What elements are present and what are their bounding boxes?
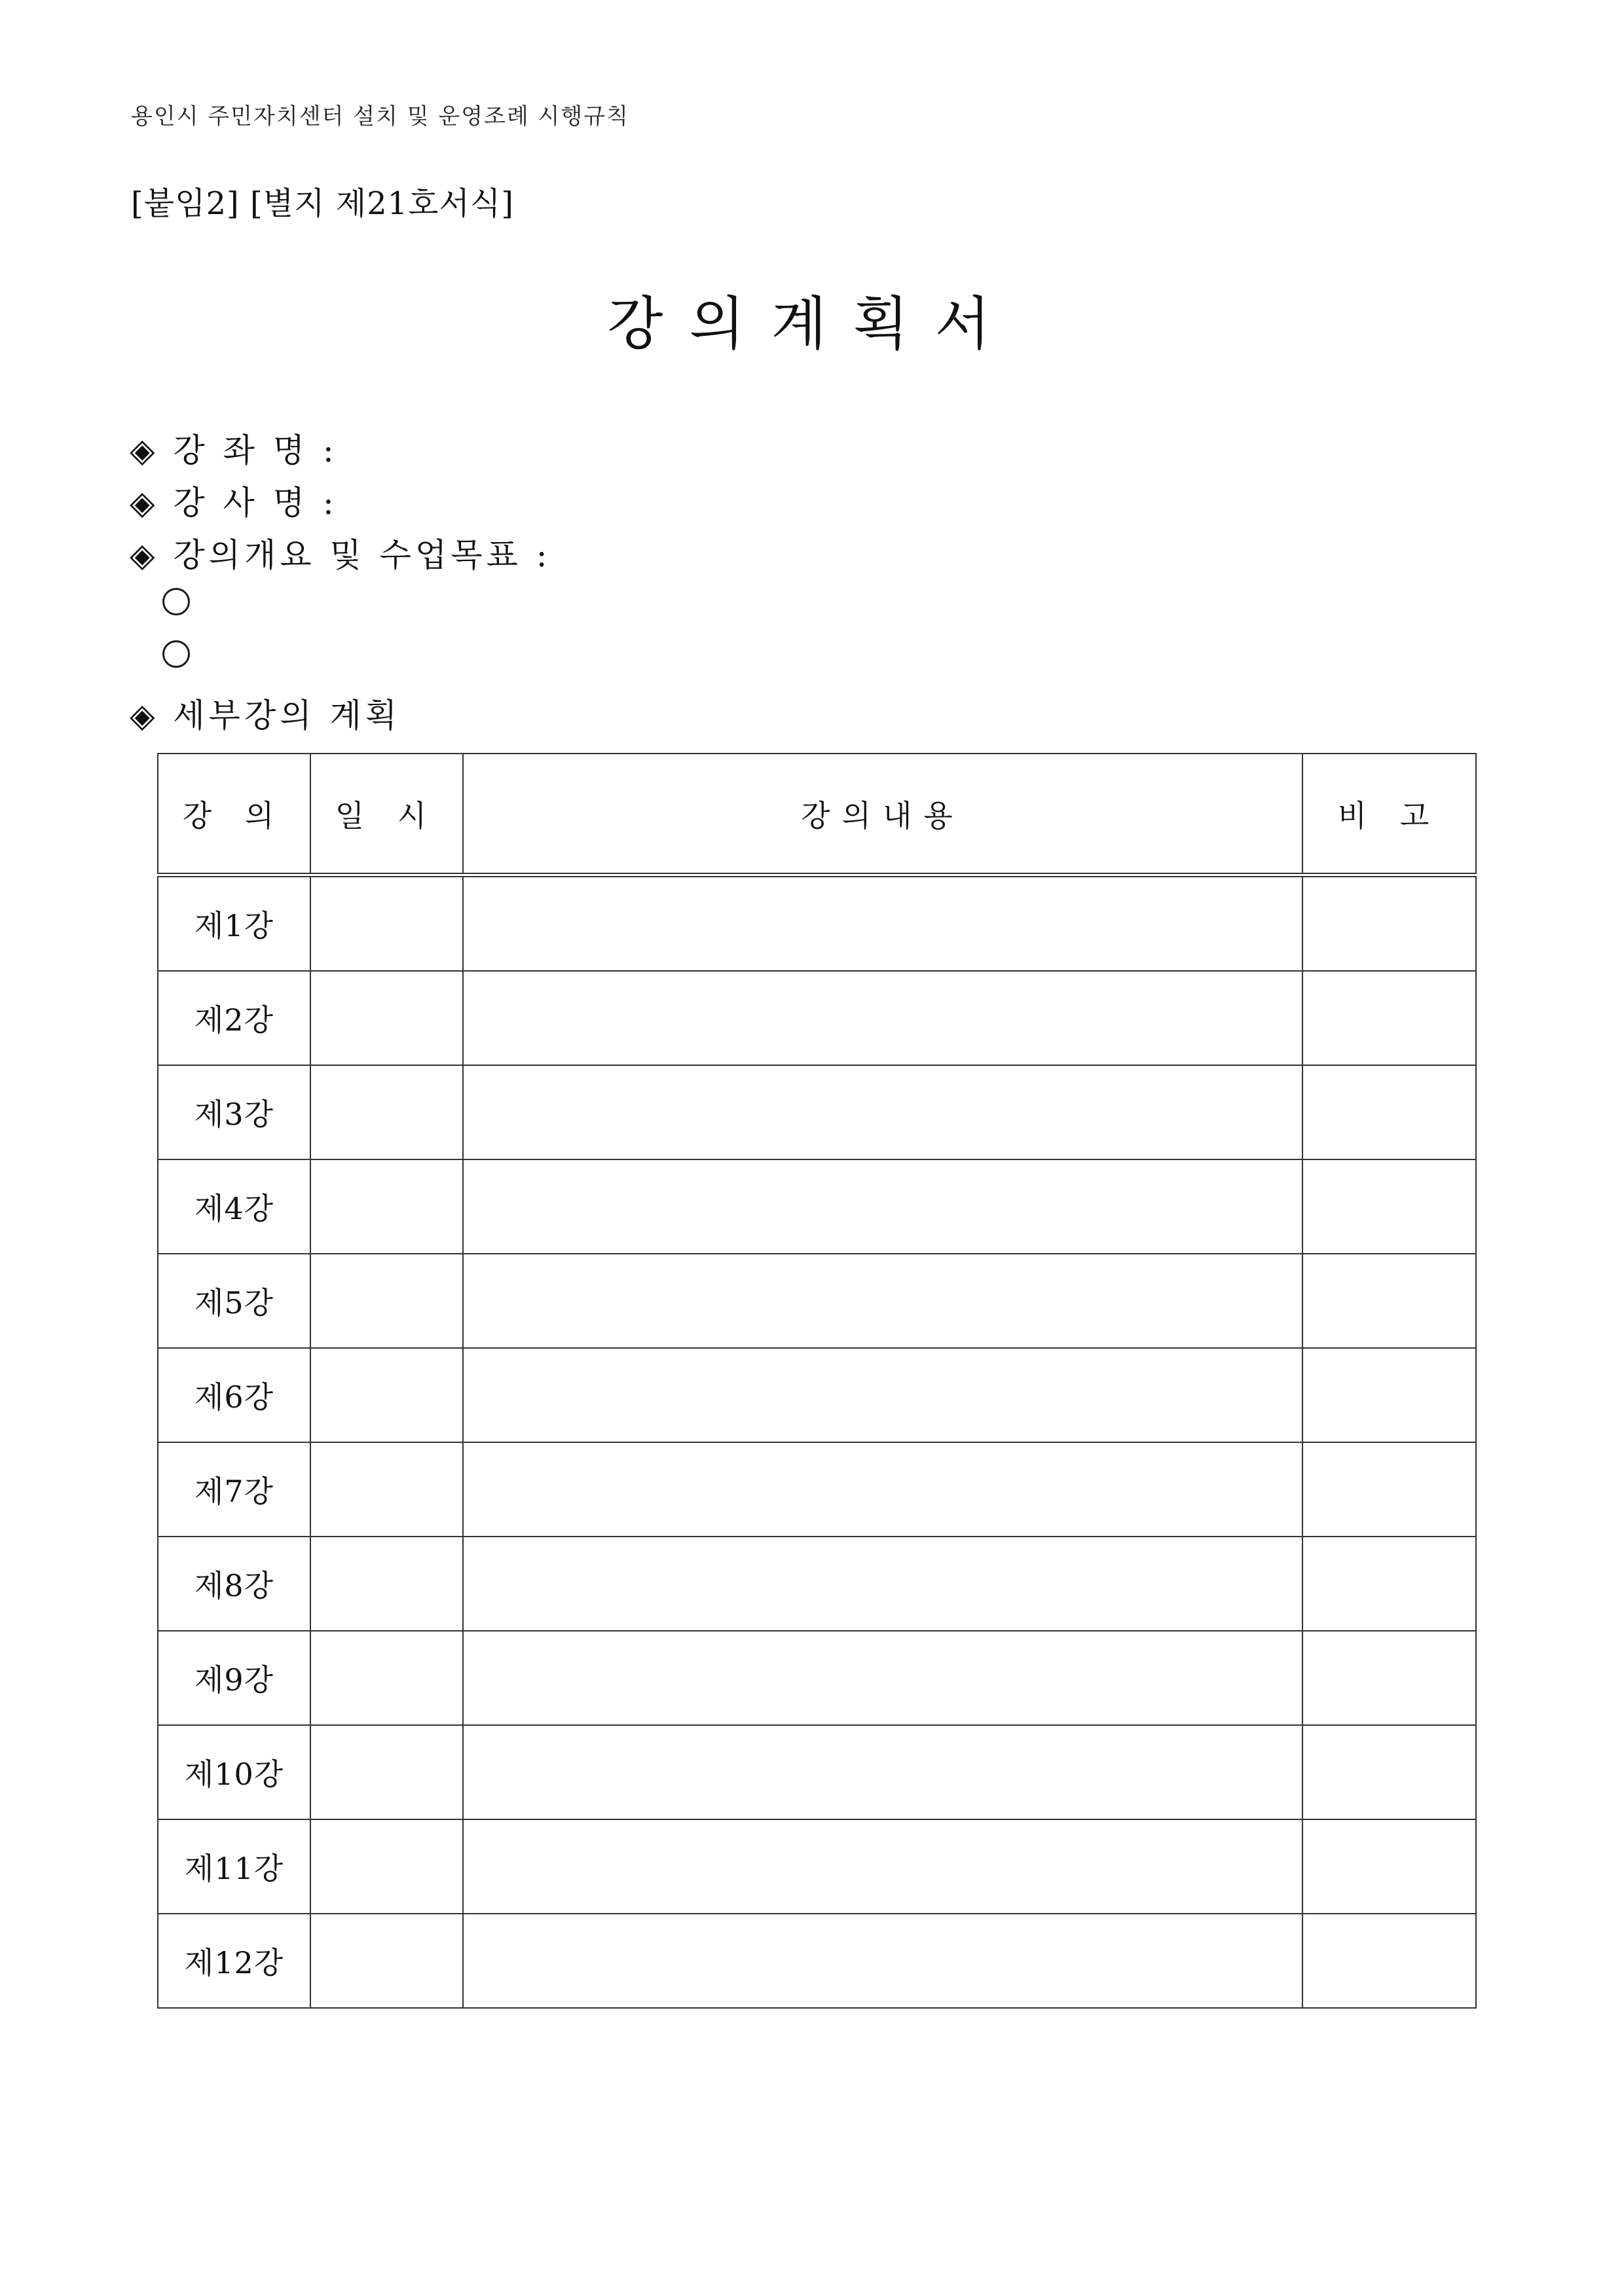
lecture-number-cell: 제8강 bbox=[158, 1537, 310, 1631]
lecture-number-cell: 제2강 bbox=[158, 971, 310, 1065]
note-cell[interactable] bbox=[1302, 1348, 1476, 1442]
note-cell[interactable] bbox=[1302, 971, 1476, 1065]
lecture-number-cell: 제7강 bbox=[158, 1442, 310, 1537]
date-cell[interactable] bbox=[310, 1348, 463, 1442]
table-row bbox=[158, 1159, 1476, 1254]
table-row bbox=[158, 1914, 1476, 2008]
table-body bbox=[158, 875, 1476, 2009]
content-cell[interactable] bbox=[463, 1348, 1302, 1442]
overview-field: ◈ 강의개요 및 수업목표 : bbox=[130, 536, 551, 574]
header-note: 비 고 bbox=[1302, 754, 1476, 875]
content-cell[interactable] bbox=[463, 1725, 1302, 1819]
date-cell[interactable] bbox=[310, 1631, 463, 1725]
note-cell[interactable] bbox=[1302, 1254, 1476, 1348]
detail-plan-heading: ◈ 세부강의 계획 bbox=[130, 697, 401, 735]
lecture-plan-table bbox=[157, 753, 1477, 2009]
date-cell[interactable] bbox=[310, 971, 463, 1065]
lecture-number-cell: 제1강 bbox=[158, 875, 310, 972]
content-cell[interactable] bbox=[463, 971, 1302, 1065]
date-cell[interactable] bbox=[310, 1914, 463, 2008]
table-row bbox=[158, 1725, 1476, 1819]
note-cell[interactable] bbox=[1302, 1159, 1476, 1254]
lecture-number-cell: 제5강 bbox=[158, 1254, 310, 1348]
lecture-number-cell: 제4강 bbox=[158, 1159, 310, 1254]
content-cell[interactable] bbox=[463, 1819, 1302, 1914]
table-header-row bbox=[158, 754, 1476, 875]
date-cell[interactable] bbox=[310, 1065, 463, 1159]
table-row bbox=[158, 1348, 1476, 1442]
note-cell[interactable] bbox=[1302, 1631, 1476, 1725]
date-cell[interactable] bbox=[310, 1819, 463, 1914]
page-title: 강의계획서 bbox=[607, 290, 1017, 357]
lecture-number-cell: 제10강 bbox=[158, 1725, 310, 1819]
content-cell[interactable] bbox=[463, 1537, 1302, 1631]
note-cell[interactable] bbox=[1302, 1725, 1476, 1819]
lecture-number-cell: 제3강 bbox=[158, 1065, 310, 1159]
table-row bbox=[158, 1254, 1476, 1348]
content-cell[interactable] bbox=[463, 1631, 1302, 1725]
header-lecture: 강 의 bbox=[158, 754, 310, 875]
date-cell[interactable] bbox=[310, 1725, 463, 1819]
content-cell[interactable] bbox=[463, 1442, 1302, 1537]
table-row bbox=[158, 971, 1476, 1065]
course-name-field: ◈ 강 좌 명 : bbox=[130, 431, 338, 469]
date-cell[interactable] bbox=[310, 1159, 463, 1254]
date-cell[interactable] bbox=[310, 875, 463, 972]
note-cell[interactable] bbox=[1302, 1914, 1476, 2008]
lecture-number-cell: 제9강 bbox=[158, 1631, 310, 1725]
content-cell[interactable] bbox=[463, 1065, 1302, 1159]
instructor-name-field: ◈ 강 사 명 : bbox=[130, 484, 338, 522]
table-row bbox=[158, 1631, 1476, 1725]
header-content: 강의내용 bbox=[463, 754, 1302, 875]
form-reference: [붙임2] [별지 제21호서식] bbox=[131, 185, 514, 222]
date-cell[interactable] bbox=[310, 1442, 463, 1537]
lecture-number-cell: 제12강 bbox=[158, 1914, 310, 2008]
note-cell[interactable] bbox=[1302, 1065, 1476, 1159]
lecture-number-cell: 제11강 bbox=[158, 1819, 310, 1914]
table-row bbox=[158, 1819, 1476, 1914]
content-cell[interactable] bbox=[463, 1914, 1302, 2008]
circle-bullet-icon bbox=[162, 640, 190, 668]
content-cell[interactable] bbox=[463, 875, 1302, 972]
content-cell[interactable] bbox=[463, 1159, 1302, 1254]
note-cell[interactable] bbox=[1302, 875, 1476, 972]
date-cell[interactable] bbox=[310, 1537, 463, 1631]
header-date: 일 시 bbox=[310, 754, 463, 875]
date-cell[interactable] bbox=[310, 1254, 463, 1348]
circle-bullet-icon bbox=[162, 588, 190, 615]
note-cell[interactable] bbox=[1302, 1537, 1476, 1631]
note-cell[interactable] bbox=[1302, 1442, 1476, 1537]
table-row bbox=[158, 1442, 1476, 1537]
lecture-number-cell: 제6강 bbox=[158, 1348, 310, 1442]
note-cell[interactable] bbox=[1302, 1819, 1476, 1914]
content-cell[interactable] bbox=[463, 1254, 1302, 1348]
regulation-caption: 용인시 주민자치센터 설치 및 운영조례 시행규칙 bbox=[131, 103, 629, 130]
table-row bbox=[158, 875, 1476, 972]
table-row bbox=[158, 1537, 1476, 1631]
table-row bbox=[158, 1065, 1476, 1159]
